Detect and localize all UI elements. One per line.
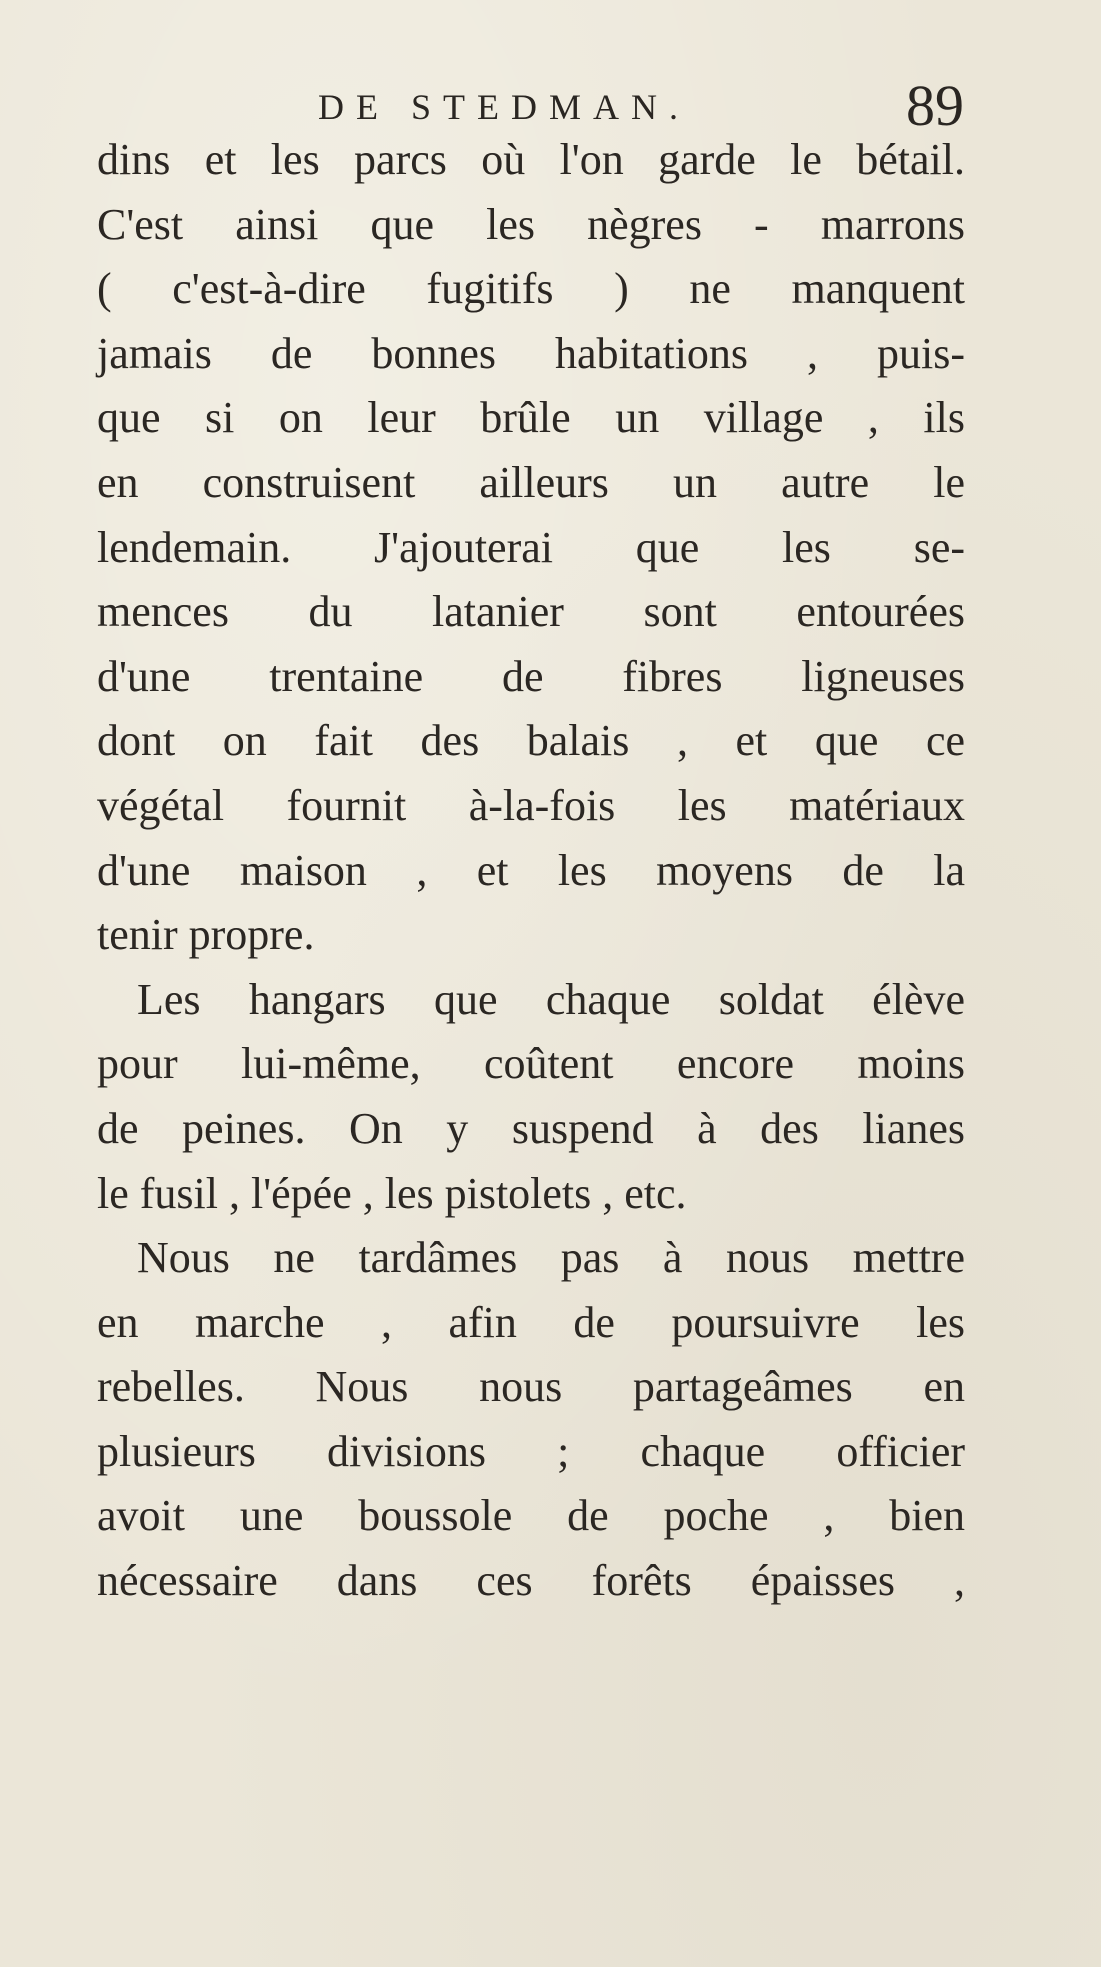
- text-line: que si on leur brûle un village , ils: [97, 393, 965, 443]
- page-number: 89: [906, 73, 964, 138]
- running-title: DE STEDMAN.: [318, 87, 690, 127]
- body-text: [97, 128, 965, 1614]
- text-line: avoit une boussole de poche , bien: [97, 1491, 965, 1541]
- text-line: d'une maison , et les moyens de la: [97, 845, 965, 895]
- text-line: tenir propre.: [97, 910, 315, 960]
- text-line: plusieurs divisions ; chaque officier: [97, 1426, 965, 1476]
- text-line: en marche , afin de poursuivre les: [97, 1297, 965, 1347]
- text-line: pour lui-même, coûtent encore moins: [97, 1039, 965, 1089]
- text-line: le fusil , l'épée , les pistolets , etc.: [97, 1168, 687, 1218]
- text-line: d'une trentaine de fibres ligneuses: [97, 651, 965, 701]
- text-line: dins et les parcs où l'on garde le bétail.: [97, 135, 965, 184]
- text-line: ( c'est-à-dire fugitifs ) ne manquent: [97, 264, 965, 314]
- text-line: lendemain. J'ajouterai que les se-: [97, 522, 965, 572]
- text-line: en construisent ailleurs un autre le: [97, 457, 965, 507]
- text-line: végétal fournit à-la-fois les matériaux: [97, 780, 965, 830]
- text-line: mences du latanier sont entourées: [97, 587, 965, 637]
- text-line: C'est ainsi que les nègres - marrons: [97, 199, 965, 249]
- text-line: jamais de bonnes habitations , puis-: [97, 328, 965, 378]
- text-line: de peines. On y suspend à des lianes: [97, 1103, 965, 1153]
- text-line: rebelles. Nous nous partageâmes en: [97, 1362, 965, 1412]
- text-line: nécessaire dans ces forêts épaisses ,: [97, 1556, 965, 1606]
- paragraph-start-line: Les hangars que chaque soldat élève: [137, 974, 965, 1024]
- paragraph-start-line: Nous ne tardâmes pas à nous mettre: [137, 1233, 965, 1283]
- text-line: dont on fait des balais , et que ce: [97, 716, 965, 766]
